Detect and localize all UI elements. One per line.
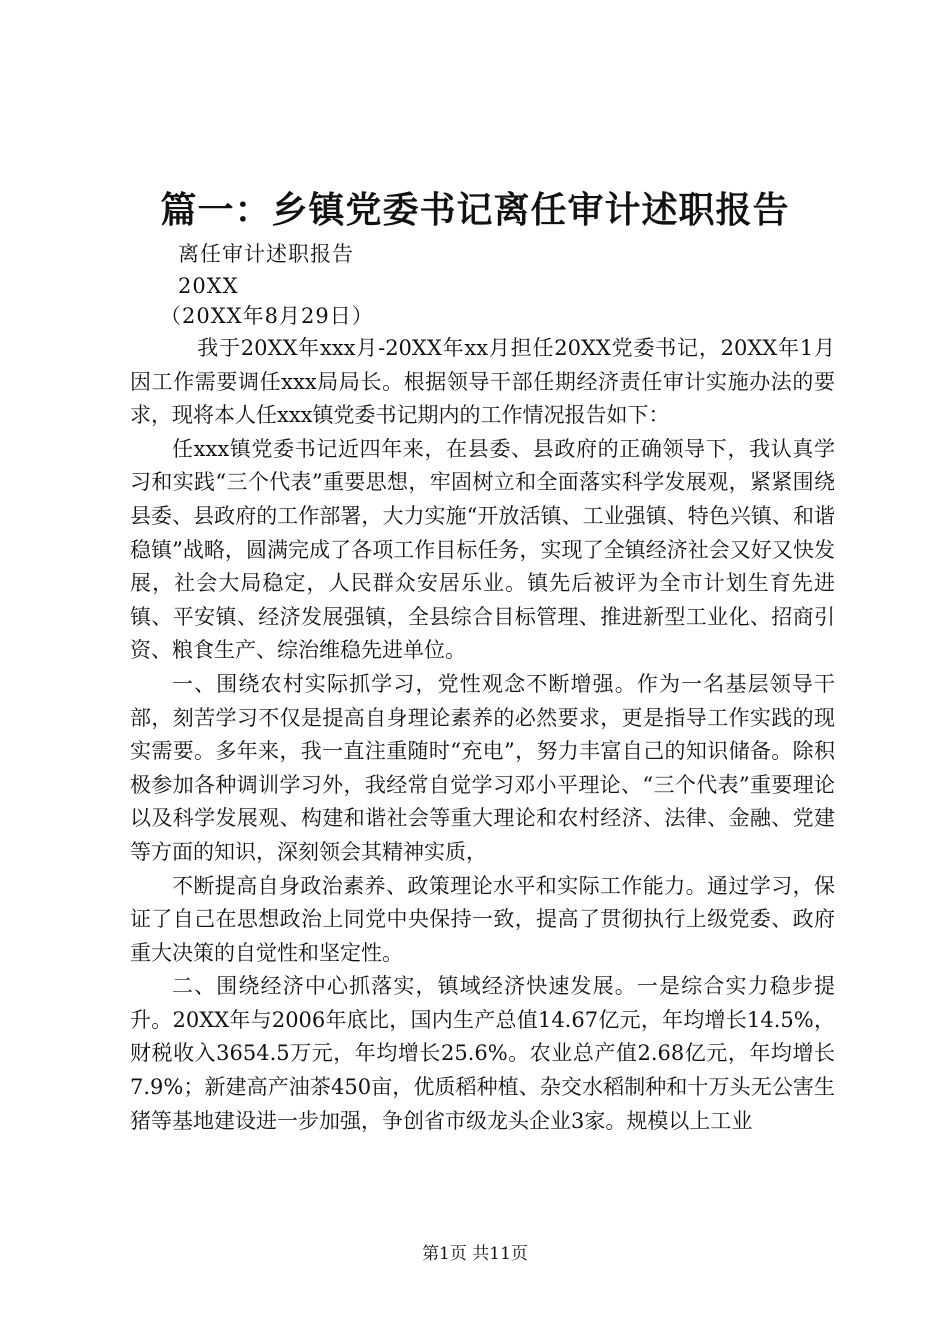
- body-paragraph: 我于20XX年xxx月-20XX年xx月担任20XX党委书记，20XX年1月因工作需要调任xxx局局长。根据领导干部任期经济责任审计实施办法的要求，现将本人任xxx镇党委书记期内的工作情况报告如下：: [130, 336, 835, 428]
- document-body: [130, 332, 835, 1138]
- body-paragraph: 不断提高自身政治素养、政策理论水平和实际工作能力。通过学习，保证了自己在思想政治上同党中央保持一致，提高了贯彻执行上级党委、政府重大决策的自觉性和坚定性。: [130, 873, 835, 965]
- document-title: 篇一：乡镇党委书记离任审计述职报告: [160, 189, 790, 231]
- report-author: 20XX: [178, 274, 239, 298]
- body-paragraph: 一、围绕农村实际抓学习，党性观念不断增强。作为一名基层领导干部，刻苦学习不仅是提高自身理论素养的必然要求，更是指导工作实践的现实需要。多年来，我一直注重随时“充电”，努力丰富自己的知识储备。除积极参加各种调训学习外，我经常自觉学习邓小平理论、“三个代表”重要理论以及科学发展观、构建和谐社会等重大理论和农村经济、法律、金融、党建等方面的知识，深刻领会其精神实质，: [130, 671, 835, 864]
- body-paragraph: 二、围绕经济中心抓落实，镇域经济快速发展。一是综合实力稳步提升。20XX年与2006年底比，国内生产总值14.67亿元，年均增长14.5%，财税收入3654.5万元，年均增长25.6%。农业总产值2.68亿元，年均增长7.9%；新建高产油茶450亩，优质稻种植、杂交水稻制种和十万头无公害生猪等基地建设进一步加强，争创省市级龙头企业3家。规模以上工业: [130, 974, 835, 1133]
- page-footer: 第1页 共11页: [422, 1244, 528, 1264]
- report-subtitle: 离任审计述职报告: [178, 242, 354, 266]
- body-paragraph: 任xxx镇党委书记近四年来，在县委、县政府的正确领导下，我认真学习和实践“三个代表”重要思想，牢固树立和全面落实科学发展观，紧紧围绕县委、县政府的工作部署，大力实施“开放活镇、工业强镇、特色兴镇、和谐稳镇”战略，圆满完成了各项工作目标任务，实现了全镇经济社会又好又快发展，社会大局稳定，人民群众安居乐业。镇先后被评为全市计划生育先进镇、平安镇、经济发展强镇，全县综合目标管理、推进新型工业化、招商引资、粮食生产、综治维稳先进单位。: [130, 436, 835, 663]
- report-date: （20XX年8月29日）: [160, 304, 374, 328]
